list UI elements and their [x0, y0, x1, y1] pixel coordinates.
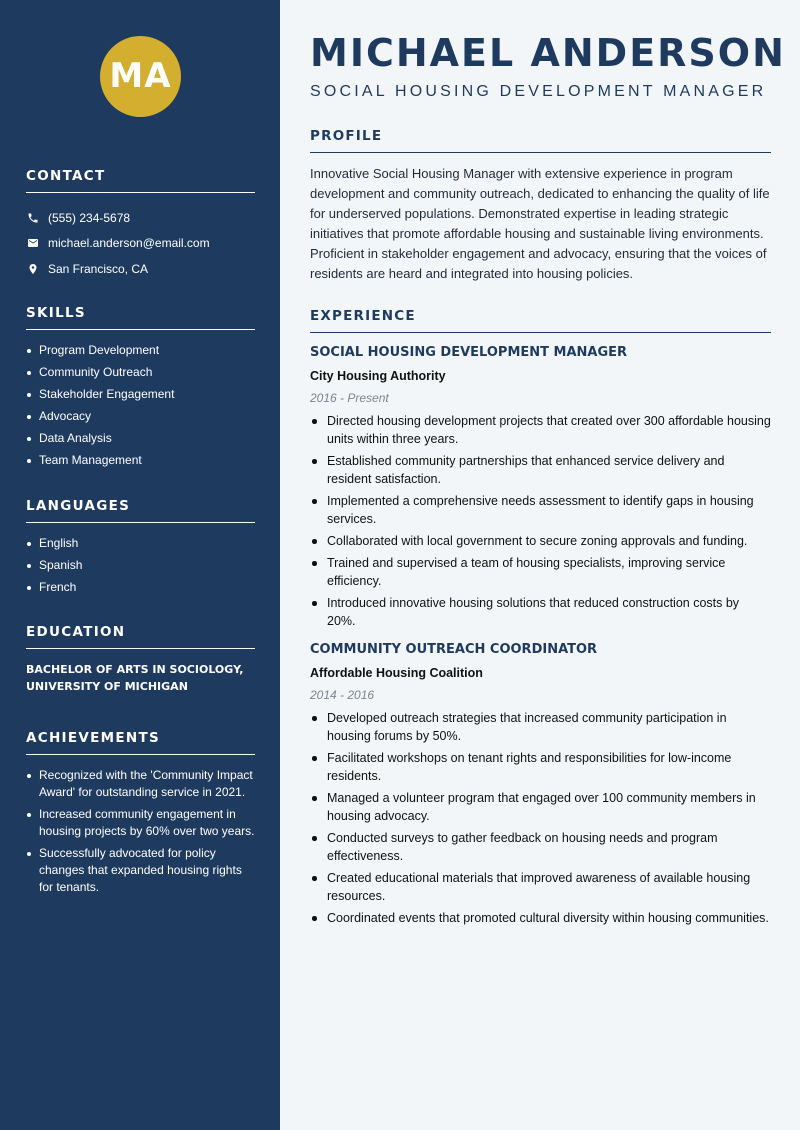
contact-section	[26, 168, 255, 282]
candidate-title: SOCIAL HOUSING DEVELOPMENT MANAGER	[310, 83, 767, 100]
candidate-name: MICHAEL ANDERSON	[310, 31, 786, 75]
experience-section	[310, 308, 771, 931]
education-school: UNIVERSITY OF MICHIGAN	[26, 680, 188, 693]
job-bullet: Conducted surveys to gather feedback on housing needs and program effectiveness.	[310, 829, 771, 865]
skill-item: Data Analysis	[26, 430, 255, 447]
sidebar	[0, 0, 280, 1130]
job-dates: 2016 - Present	[310, 391, 389, 405]
education-degree: BACHELOR OF ARTS IN SOCIOLOGY,	[26, 663, 244, 676]
profile-text: Innovative Social Housing Manager with extensive experience in program development and community outreach, dedicated to enhancing the quality of life for underserved populations. Demonstrated expertise in leading strategic initiatives that promote affordable housing and sustainable living environments. Proficient in stakeholder engagement and advocacy, ensuring that the voices of residents are heard and integrated into housing policies.	[310, 166, 770, 281]
contact-location-text: San Francisco, CA	[48, 261, 149, 276]
languages-heading: LANGUAGES	[26, 498, 255, 523]
job-bullets	[310, 412, 771, 630]
location-pin-icon	[26, 262, 39, 275]
contact-email-text[interactable]: michael.anderson@email.com	[48, 236, 210, 251]
achievement-item: Increased community engagement in housing projects by 60% over two years.	[26, 806, 255, 840]
job-bullet: Coordinated events that promoted cultural diversity within housing communities.	[310, 909, 771, 927]
education-section	[26, 624, 255, 695]
skill-item: Program Development	[26, 342, 255, 359]
achievements-section	[26, 730, 255, 901]
job-bullet: Directed housing development projects that created over 300 affordable housing units within three years.	[310, 412, 771, 448]
skills-heading: SKILLS	[26, 305, 255, 330]
job-title: COMMUNITY OUTREACH COORDINATOR	[310, 642, 598, 657]
job-title: SOCIAL HOUSING DEVELOPMENT MANAGER	[310, 345, 628, 360]
experience-heading: EXPERIENCE	[310, 308, 771, 333]
job-bullet: Created educational materials that improved awareness of available housing resources.	[310, 869, 771, 905]
job-company: City Housing Authority	[310, 369, 446, 383]
profile-section	[310, 128, 771, 284]
job-bullets	[310, 709, 771, 927]
job-bullet: Trained and supervised a team of housing specialists, improving service efficiency.	[310, 554, 771, 590]
languages-section	[26, 498, 255, 601]
skills-section	[26, 305, 255, 474]
achievements-list	[26, 767, 255, 896]
language-item: English	[26, 535, 255, 552]
languages-list	[26, 535, 255, 596]
achievements-heading: ACHIEVEMENTS	[26, 730, 255, 755]
skill-item: Stakeholder Engagement	[26, 386, 255, 403]
skill-item: Advocacy	[26, 408, 255, 425]
job-bullet: Introduced innovative housing solutions that reduced construction costs by 20%.	[310, 594, 771, 630]
skills-list	[26, 342, 255, 469]
contact-email	[26, 231, 255, 257]
email-icon	[26, 237, 39, 250]
job-bullet: Established community partnerships that enhanced service delivery and resident satisfaction.	[310, 452, 771, 488]
job-company: Affordable Housing Coalition	[310, 666, 483, 680]
language-item: Spanish	[26, 557, 255, 574]
job-dates: 2014 - 2016	[310, 688, 375, 702]
job-bullet: Developed outreach strategies that increased community participation in housing forums by 50%.	[310, 709, 771, 745]
job-entry	[310, 642, 771, 927]
language-item: French	[26, 579, 255, 596]
contact-heading: CONTACT	[26, 168, 255, 193]
education-heading: EDUCATION	[26, 624, 255, 649]
profile-heading: PROFILE	[310, 128, 771, 153]
job-entry	[310, 345, 771, 630]
skill-item: Community Outreach	[26, 364, 255, 381]
achievement-item: Successfully advocated for policy changes that expanded housing rights for tenants.	[26, 845, 255, 896]
job-bullet: Managed a volunteer program that engaged over 100 community members in housing advocacy.	[310, 789, 771, 825]
contact-location	[26, 256, 255, 282]
skill-item: Team Management	[26, 452, 255, 469]
contact-phone	[26, 205, 255, 231]
achievement-item: Recognized with the 'Community Impact Award' for outstanding service in 2021.	[26, 767, 255, 801]
job-bullet: Implemented a comprehensive needs assessment to identify gaps in housing services.	[310, 492, 771, 528]
contact-phone-text[interactable]: (555) 234-5678	[48, 210, 131, 225]
phone-icon	[26, 211, 39, 224]
avatar-initials: MA	[100, 36, 181, 117]
job-bullet: Collaborated with local government to secure zoning approvals and funding.	[310, 532, 771, 550]
job-bullet: Facilitated workshops on tenant rights and responsibilities for low-income residents.	[310, 749, 771, 785]
